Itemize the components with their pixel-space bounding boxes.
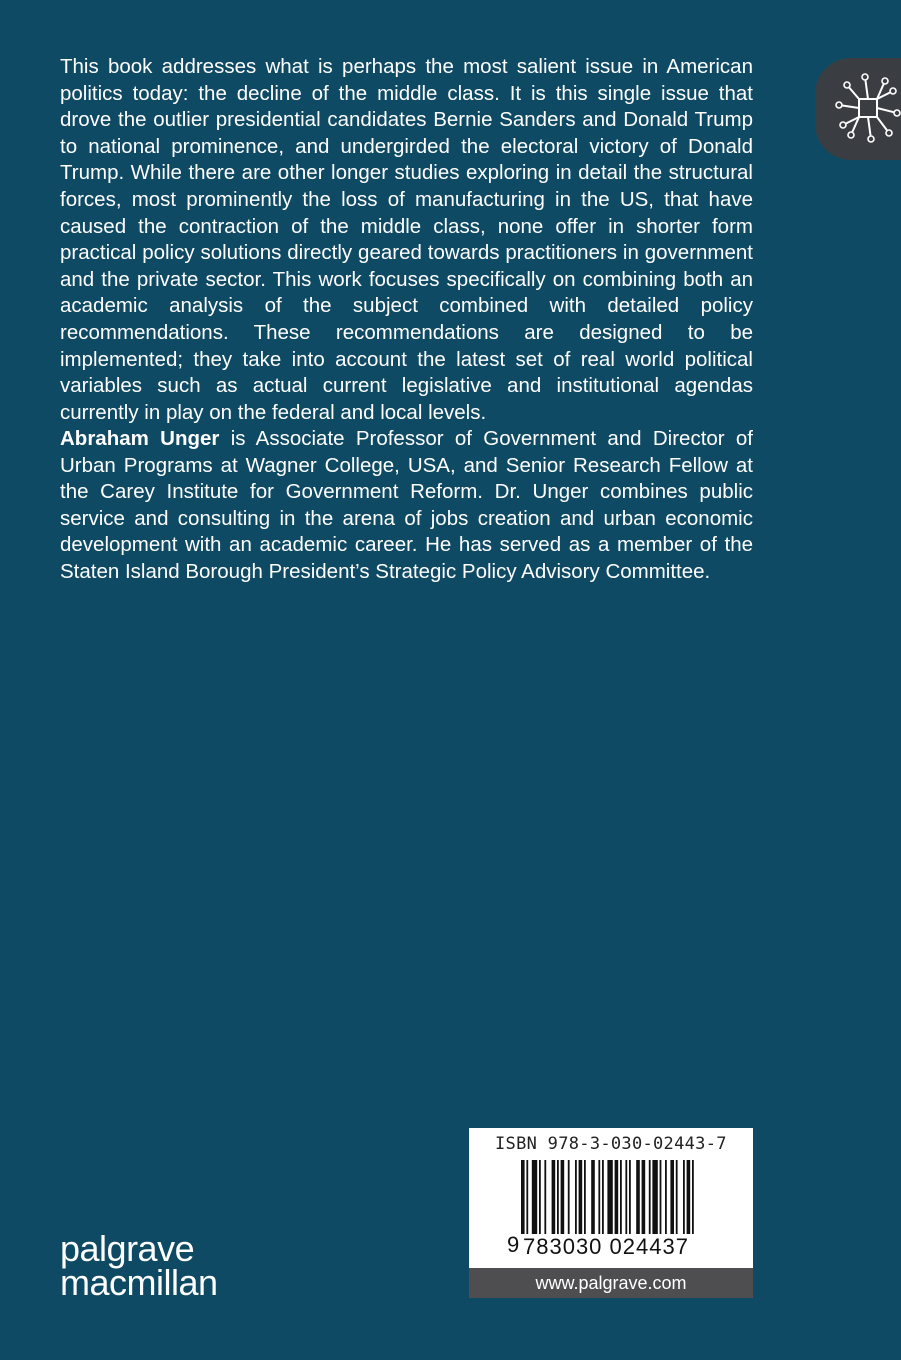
barcode-bar	[670, 1160, 674, 1234]
barcode-bar	[561, 1160, 565, 1234]
barcode-bar	[526, 1160, 528, 1244]
barcode-bar	[579, 1160, 583, 1234]
isbn-label: ISBN 978-3-030-02443-7	[495, 1134, 727, 1154]
barcode-bar	[676, 1160, 678, 1234]
author-bio-text: is Associate Professor of Government and Director of Urban Programs at Wagner College, USA, and Senior Research Fellow at the Carey Institute for Government Reform. Dr. Unger combines public service and consulting in the arena of jobs creation and urban economic development with an academic career. He has served as a member of the Staten Island Borough President’s Strategic Policy Advisory Committee.	[60, 427, 754, 583]
publisher-logo-badge	[815, 58, 901, 160]
barcode-bar	[602, 1160, 604, 1234]
author-name: Abraham Unger	[60, 427, 220, 450]
barcode-bar	[620, 1160, 622, 1234]
barcode-lead-digit: 9	[507, 1232, 520, 1257]
barcode-bar	[584, 1160, 586, 1234]
barcode-bar	[521, 1160, 525, 1244]
barcode-bar	[575, 1160, 577, 1234]
barcode-bar	[629, 1160, 631, 1234]
publisher-url: www.palgrave.com	[469, 1268, 753, 1298]
barcode-bar	[649, 1160, 651, 1234]
barcode-bar	[636, 1160, 640, 1234]
barcode-bar	[615, 1160, 619, 1244]
barcode-bar	[683, 1160, 685, 1234]
isbn-barcode-box	[469, 1128, 753, 1298]
barcode-bar	[642, 1160, 646, 1234]
barcode-bar	[544, 1160, 546, 1234]
barcode-bar	[687, 1160, 691, 1234]
barcode-bar	[692, 1160, 694, 1234]
barcode-bar	[591, 1160, 595, 1234]
author-bio	[60, 426, 753, 586]
barcode-bar	[625, 1160, 627, 1234]
barcode-digits: 783030 024437	[523, 1234, 689, 1259]
barcode-bar	[652, 1160, 657, 1234]
barcode-bar	[552, 1160, 556, 1234]
barcode-bar	[568, 1160, 570, 1234]
barcode-bar	[532, 1160, 537, 1234]
publisher-name-line2: macmillan	[60, 1262, 218, 1303]
palgrave-network-logo-icon	[835, 73, 901, 143]
book-blurb: This book addresses what is perhaps the most salient issue in American politics today: the decline of the middle class. It is this single issue that drove the outlier presidential candidates Bernie Sanders and Donald Trump to national prominence, and undergirded the electoral victory of Donald Trump. While there are other longer studies exploring in detail the structural forces, most prominently the loss of manufacturing in the US, that have caused the contraction of the middle class, none offer in shorter form practical policy solutions directly geared towards practitioners in government and the private sector. This work focuses specifically on combining both an academic analysis of the subject combined with detailed policy recommendations. These recommendations are designed to be implemented; they take into account the latest set of real world political variables such as actual current legislative and institutional agendas currently in play on the federal and local levels.	[60, 55, 753, 424]
barcode-bar	[557, 1160, 559, 1234]
barcode-bar	[607, 1160, 612, 1244]
barcode-bar	[665, 1160, 667, 1234]
publisher-wordmark	[60, 1228, 218, 1303]
publisher-name-line1: palgrave	[60, 1228, 195, 1269]
barcode-bar	[539, 1160, 541, 1234]
barcode-bar	[598, 1160, 600, 1234]
barcode-bar	[660, 1160, 662, 1234]
